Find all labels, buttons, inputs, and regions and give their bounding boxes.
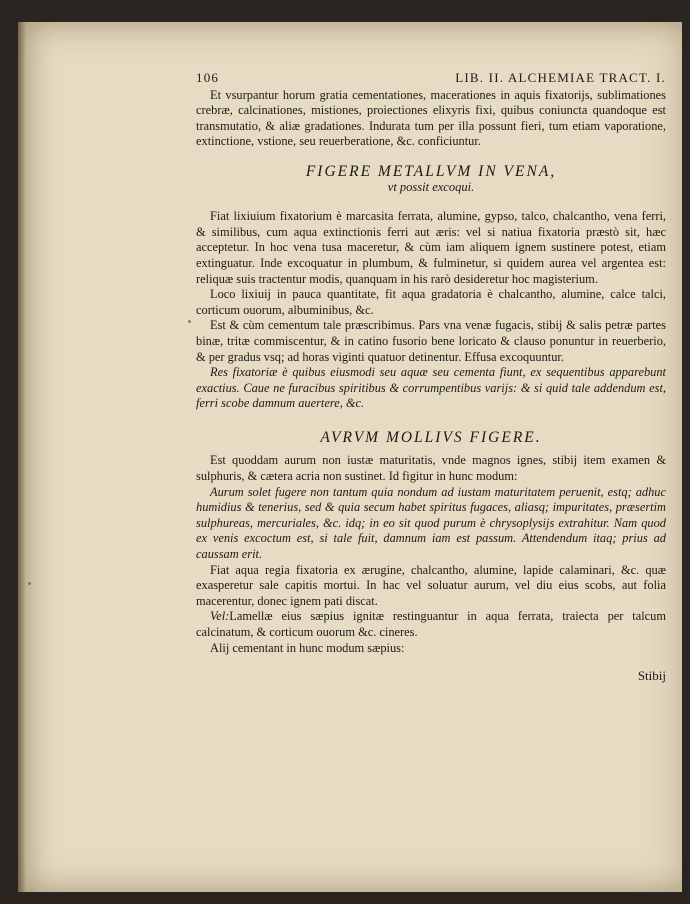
paragraph: Est & cùm cementum tale præscribimus. Pars vna venæ fugacis, stibij & salis petræ partes binæ, tritæ commiscentur, & in catino fusorio bene loricato & clauso ponuntur in reuerberio, & per gradus vsq; ad horas viginti quatuor detinentur. Effusa excoquuntur. — [196, 318, 666, 364]
catchword: Stibij — [637, 668, 666, 684]
paper-speck — [28, 582, 31, 585]
page-gutter-shadow — [18, 22, 26, 892]
vel-label: Vel: — [210, 609, 230, 624]
section-heading: FIGERE METALLVM IN VENA, — [305, 162, 557, 180]
italic-note: Aurum solet fugere non tantum quia nondum ad iustam maturitatem peruenit, estq; adhuc humidius & tenerius, sed & quia secum habet spiritus fugaces, aliasq; impuritates, præsertim sulphureas, mercuriales, &c. idq; in eo sit quod purum è chrysoplysijs extrahitur. Nam quod ex venis excoctum est, si tale fuit, damnum iam est passum. Attendendum itaq; prius ad caussam erit. — [196, 484, 666, 562]
section-subheading: vt possit excoqui. — [387, 179, 475, 194]
section-heading: AVRVM MOLLIVS FIGERE. — [320, 428, 542, 446]
page-number: 106 — [196, 70, 220, 85]
vel-text: Lamellæ eius sæpius ignitæ restinguantur in aqua ferrata, traiecta per talcum calcinatum, & corticum ouorum &c. cineres. — [196, 609, 666, 639]
page-text — [196, 70, 666, 684]
paragraph: Fiat lixiuium fixatorium è marcasita ferrata, alumine, gypso, talco, chalcantho, vena ferri, & similibus, cum aqua extinctionis ferri aut æris: vel si natiua fixatoria præstò sit, hæc acceptetur. In hoc vena tusa maceretur, & cùm iam aliquem ignem sustinere potest, etiam extinguatur. Inde excoquatur in plumbum, & fulminetur, si quidem aurea vel argentea est: reliquæ suis tractentur modis, quanquam in his rarò desideretur hoc magisterium. — [196, 209, 666, 286]
paragraph: Est quoddam aurum non iustæ maturitatis, vnde magnos ignes, stibij item examen & sulphuris, & cætera acria non sustinet. Id figitur in hunc modum: — [196, 453, 666, 484]
paragraph: Et vsurpantur horum gratia cementationes, macerationes in aquis fixatorijs, sublimationes crebræ, calcinationes, mistiones, proiectiones elixyris fixi, quibus coniuncta quandoque est transmutatio, & aliæ gradationes. Indurata tum per illa possunt fieri, tum etiam vaporatione, extinctione, vstione, seu reuerberatione, &c. conficiuntur. — [196, 87, 666, 149]
page-header — [196, 70, 666, 86]
running-title: LIB. II. ALCHEMIAE TRACT. I. — [455, 70, 666, 85]
paragraph: Fiat aqua regia fixatoria ex ærugine, chalcantho, alumine, lapide calaminari, &c. quæ exasperetur sale capitis mortui. In hac vel soluatur aurum, vel diu eius scobs, aut folia macerentur, donec ignem pati discat. — [196, 562, 666, 608]
paragraph — [196, 609, 666, 640]
paragraph: Alij cementant in hunc modum sæpius: — [210, 640, 405, 655]
paper-speck — [188, 320, 191, 323]
book-page — [18, 22, 682, 892]
italic-note: Res fixatoriæ è quibus eiusmodi seu aquæ seu cementa fiunt, ex sequentibus apparebunt exactius. Caue ne furacibus spiritibus & corrumpentibus varijs: & si quid tale addendum est, ferri scobe damnum auertere, &c. — [196, 365, 666, 411]
paragraph: Loco lixiuij in pauca quantitate, fit aqua gradatoria è chalcantho, alumine, calce talci, corticum ouorum, albuminibus, &c. — [196, 287, 666, 317]
